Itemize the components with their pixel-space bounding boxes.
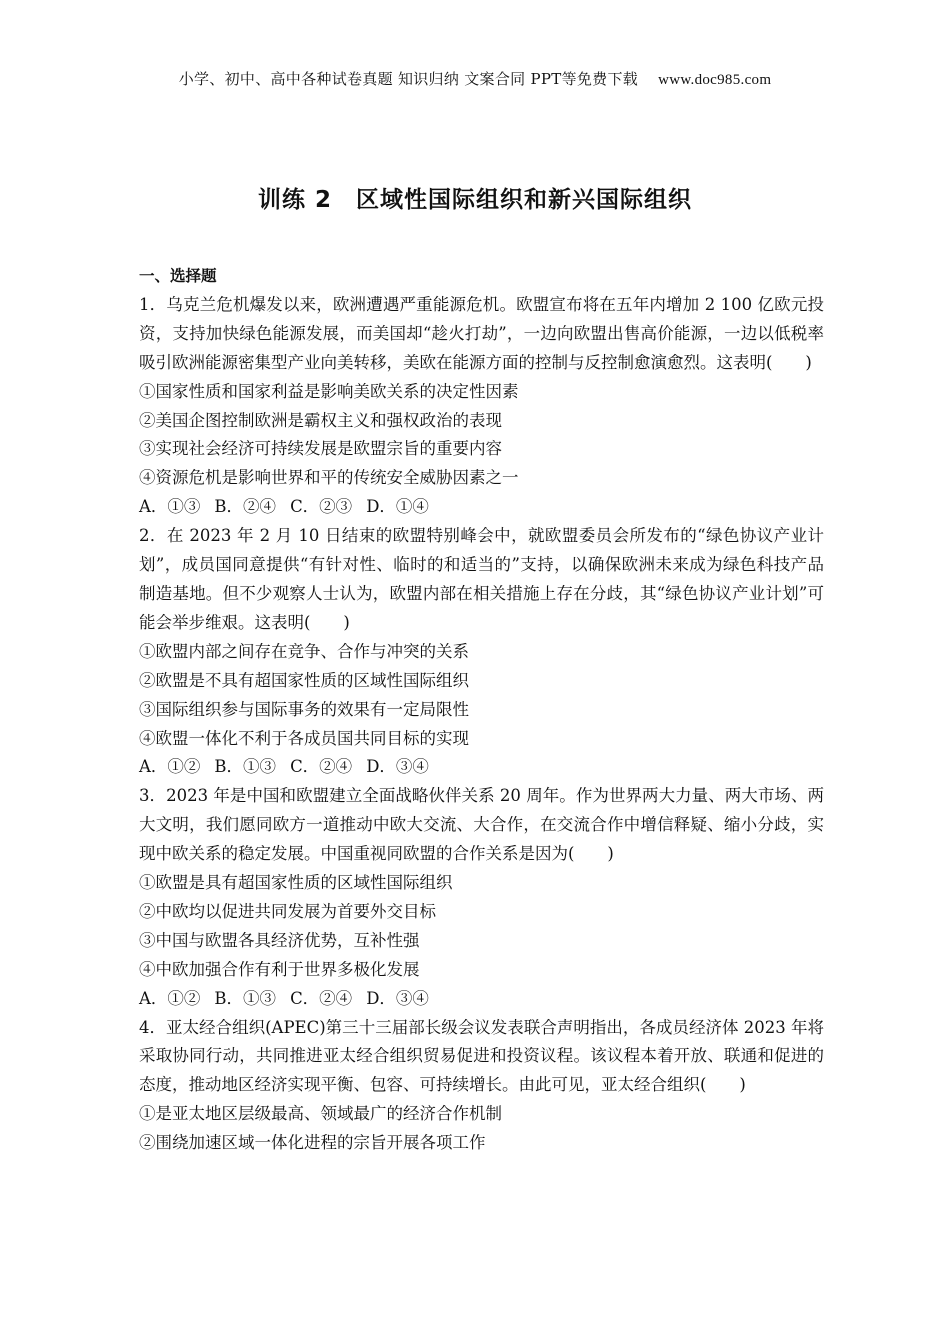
option-line: ④中欧加强合作有利于世界多极化发展 [139, 959, 420, 979]
question-2 [139, 522, 824, 782]
option-line: ②欧盟是不具有超国家性质的区域性国际组织 [139, 670, 469, 690]
answer-choice: A．①③ [139, 497, 201, 517]
answer-choice: D．①④ [366, 497, 429, 517]
header-site-link[interactable]: www.doc985.com [658, 72, 772, 88]
answer-choice: D．③④ [366, 757, 429, 777]
answer-choice: B．①③ [214, 757, 277, 777]
option-line: ②中欧均以促进共同发展为首要外交目标 [139, 901, 436, 921]
option-line: ③国际组织参与国际事务的效果有一定局限性 [139, 699, 469, 719]
question-3 [139, 782, 824, 1013]
option-line: ①欧盟是具有超国家性质的区域性国际组织 [139, 873, 453, 893]
question-1 [139, 291, 824, 522]
question-stem: 2．在 2023 年 2 月 10 日结束的欧盟特别峰会中，就欧盟委员会所发布的“绿色协议产业计划”，成员国同意提供“有针对性、临时的和适当的”支持，以确保欧洲未来成为绿色科技产品制造基地。但不少观察人士认为，欧盟内部在相关措施上存在分歧，其“绿色协议产业计划”可能会举步维艰。这表明( ) [139, 526, 824, 632]
answer-choice: D．③④ [366, 988, 429, 1008]
answer-choice: B．①③ [214, 988, 277, 1008]
answer-choice: B．②④ [214, 497, 277, 517]
answer-choice: C．②④ [290, 988, 353, 1008]
question-stem: 4．亚太经合组织(APEC)第三十三届部长级会议发表联合声明指出，各成员经济体 2023 年将采取协同行动，共同推进亚太经合组织贸易促进和投资议程。该议程本着开放、联通和促进的态度，推动地区经济实现平衡、包容、可持续增长。由此可见，亚太经合组织( ) [139, 1017, 824, 1095]
option-line: ①是亚太地区层级最高、领域最广的经济合作机制 [139, 1104, 502, 1124]
option-line: ②围绕加速区域一体化进程的宗旨开展各项工作 [139, 1133, 486, 1153]
question-4 [139, 1014, 824, 1159]
answer-choice: A．①② [139, 988, 201, 1008]
answer-choice: C．②③ [290, 497, 353, 517]
header-text: 小学、初中、高中各种试卷真题 知识归纳 文案合同 PPT等免费下载 [178, 70, 639, 88]
option-line: ①国家性质和国家利益是影响美欧关系的决定性因素 [139, 381, 519, 401]
answer-choices [139, 985, 824, 1014]
page-title: 训练 2 区域性国际组织和新兴国际组织 [257, 187, 692, 213]
option-line: ④资源危机是影响世界和平的传统安全威胁因素之一 [139, 468, 519, 488]
option-line: ②美国企图控制欧洲是霸权主义和强权政治的表现 [139, 410, 502, 430]
answer-choices [139, 493, 824, 522]
document-body [139, 262, 824, 1158]
page-header [0, 68, 950, 89]
question-stem: 1．乌克兰危机爆发以来，欧洲遭遇严重能源危机。欧盟宣布将在五年内增加 2 100 亿欧元投资，支持加快绿色能源发展，而美国却“趁火打劫”，一边向欧盟出售高价能源，一边以低税率吸引欧洲能源密集型产业向美转移，美欧在能源方面的控制与反控制愈演愈烈。这表明( ) [139, 294, 824, 372]
answer-choices [139, 753, 824, 782]
answer-choice: A．①② [139, 757, 201, 777]
option-line: ①欧盟内部之间存在竞争、合作与冲突的关系 [139, 641, 469, 661]
answer-choice: C．②④ [290, 757, 353, 777]
section-title: 一、选择题 [139, 267, 217, 285]
option-line: ④欧盟一体化不利于各成员国共同目标的实现 [139, 728, 469, 748]
option-line: ③实现社会经济可持续发展是欧盟宗旨的重要内容 [139, 439, 502, 459]
option-line: ③中国与欧盟各具经济优势，互补性强 [139, 930, 420, 950]
question-stem: 3．2023 年是中国和欧盟建立全面战略伙伴关系 20 周年。作为世界两大力量、两大市场、两大文明，我们愿同欧方一道推动中欧大交流、大合作，在交流合作中增信释疑、缩小分歧，实现中欧关系的稳定发展。中国重视同欧盟的合作关系是因为( ) [139, 786, 824, 864]
